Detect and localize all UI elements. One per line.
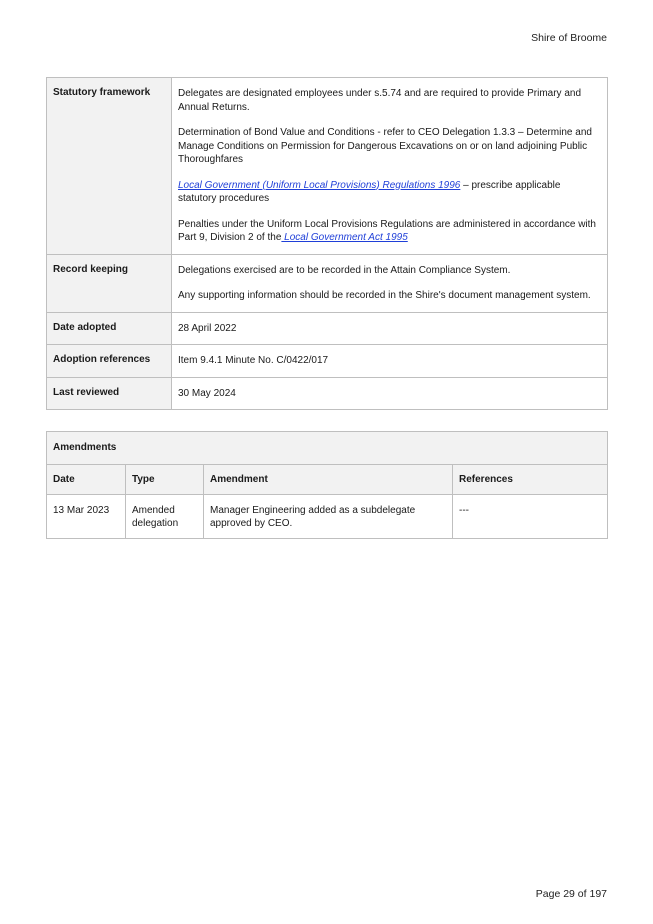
paragraph: [178, 218, 601, 245]
paragraph: Delegates are designated employees under s.5.74 and are required to provide Primary and Annual Returns.: [178, 88, 582, 113]
row-value: [172, 254, 608, 312]
column-header-references: References: [453, 464, 608, 494]
row-label: Record keeping: [47, 254, 172, 312]
row-label: Statutory framework: [47, 78, 172, 255]
column-header-amendment: Amendment: [204, 464, 453, 494]
amendments-table: [46, 431, 608, 539]
amendment-references: ---: [453, 494, 608, 538]
header-org-name: Shire of Broome: [531, 32, 607, 44]
paragraph: [178, 179, 601, 206]
table-row: [47, 78, 608, 255]
paragraph: Delegations exercised are to be recorded in the Attain Compliance System.: [178, 264, 511, 276]
column-header-type: Type: [126, 464, 204, 494]
table-row: [47, 345, 608, 378]
paragraph-text: Penalties under the Uniform Local Provisions Regulations are administered in accordance with Part 9, Division 2 of the: [178, 218, 596, 243]
table-row: [47, 254, 608, 312]
paragraph: Determination of Bond Value and Conditions - refer to CEO Delegation 1.3.3 – Determine and Manage Conditions on Permission for Dangerous Excavations on or on land adjoining Public Thoroughfares: [178, 127, 592, 165]
local-government-act-link[interactable]: Local Government Act 1995: [281, 232, 408, 243]
amendments-title: Amendments: [47, 432, 608, 465]
table-row: [47, 312, 608, 345]
amendment-description: Manager Engineering added as a subdelegate approved by CEO.: [204, 494, 453, 538]
paragraph: Any supporting information should be recorded in the Shire's document management system.: [178, 290, 591, 301]
row-label: Adoption references: [47, 345, 172, 378]
table-row: [47, 494, 608, 538]
amendment-date: 13 Mar 2023: [47, 494, 126, 538]
row-label: Date adopted: [47, 312, 172, 345]
delegation-details-table: [46, 77, 608, 410]
row-label: Last reviewed: [47, 377, 172, 410]
row-value: 30 May 2024: [172, 377, 608, 410]
row-value: 28 April 2022: [172, 312, 608, 345]
regulations-link[interactable]: Local Government (Uniform Local Provisions) Regulations 1996: [178, 179, 461, 191]
table-title-row: [47, 432, 608, 465]
paragraph-text: – prescribe applicable statutory procedures: [178, 179, 561, 204]
table-row: [47, 377, 608, 410]
column-header-date: Date: [47, 464, 126, 494]
table-header-row: [47, 464, 608, 494]
row-value: [172, 78, 608, 255]
row-value: Item 9.4.1 Minute No. C/0422/017: [172, 345, 608, 378]
page-number: Page 29 of 197: [535, 888, 607, 900]
amendment-type: Amended delegation: [126, 494, 204, 538]
